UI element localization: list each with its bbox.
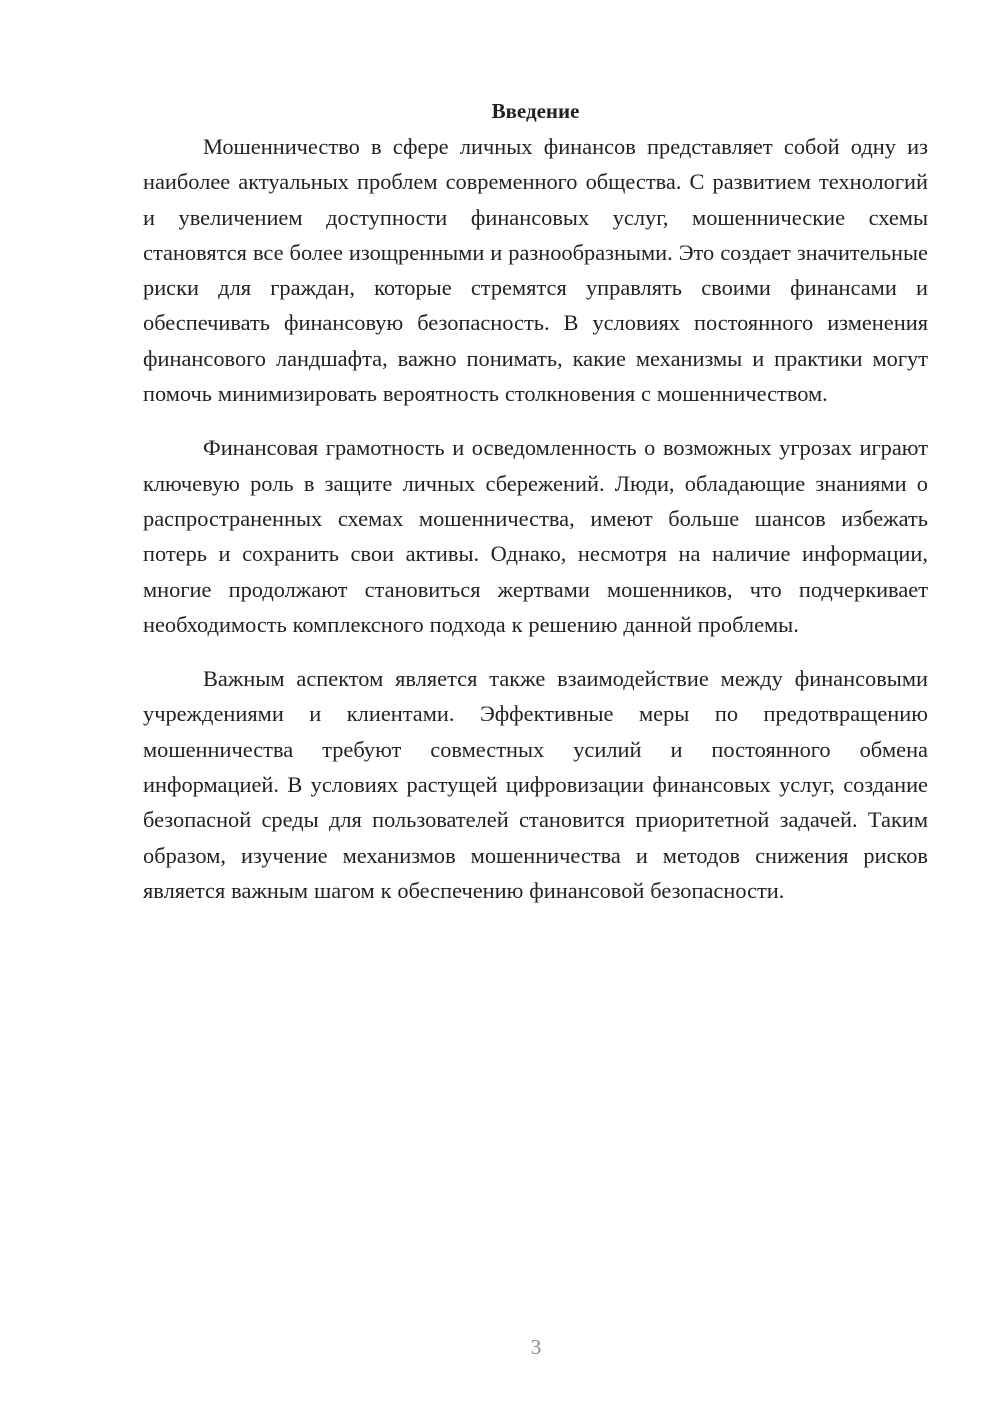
page-content	[143, 94, 928, 927]
page-number: 3	[530, 1335, 542, 1359]
section-heading: Введение	[491, 99, 580, 123]
paragraph-1: Мошенничество в сфере личных финансов представляет собой одну из наиболее актуальных проблем современного общества. С развитием технологий и увеличением доступности финансовых услуг, мошеннические схемы становятся все более изощренными и разнообразными. Это создает значительные риски для граждан, которые стремятся управлять своими финансами и обеспечивать финансовую безопасность. В условиях постоянного изменения финансового ландшафта, важно понимать, какие механизмы и практики могут помочь минимизировать вероятность столкновения с мошенничеством.	[143, 134, 928, 407]
paragraph-2: Финансовая грамотность и осведомленность о возможных угрозах играют ключевую роль в защите личных сбережений. Люди, обладающие знаниями о распространенных схемах мошенничества, имеют больше шансов избежать потерь и сохранить свои активы. Однако, несмотря на наличие информации, многие продолжают становиться жертвами мошенников, что подчеркивает необходимость комплексного подхода к решению данной проблемы.	[143, 435, 928, 637]
paragraph-3: Важным аспектом является также взаимодействие между финансовыми учреждениями и клиентами. Эффективные меры по предотвращению мошенничества требуют совместных усилий и постоянного обмена информацией. В условиях растущей цифровизации финансовых услуг, создание безопасной среды для пользователей становится приоритетной задачей. Таким образом, изучение механизмов мошенничества и методов снижения рисков является важным шагом к обеспечению финансовой безопасности.	[143, 666, 928, 903]
